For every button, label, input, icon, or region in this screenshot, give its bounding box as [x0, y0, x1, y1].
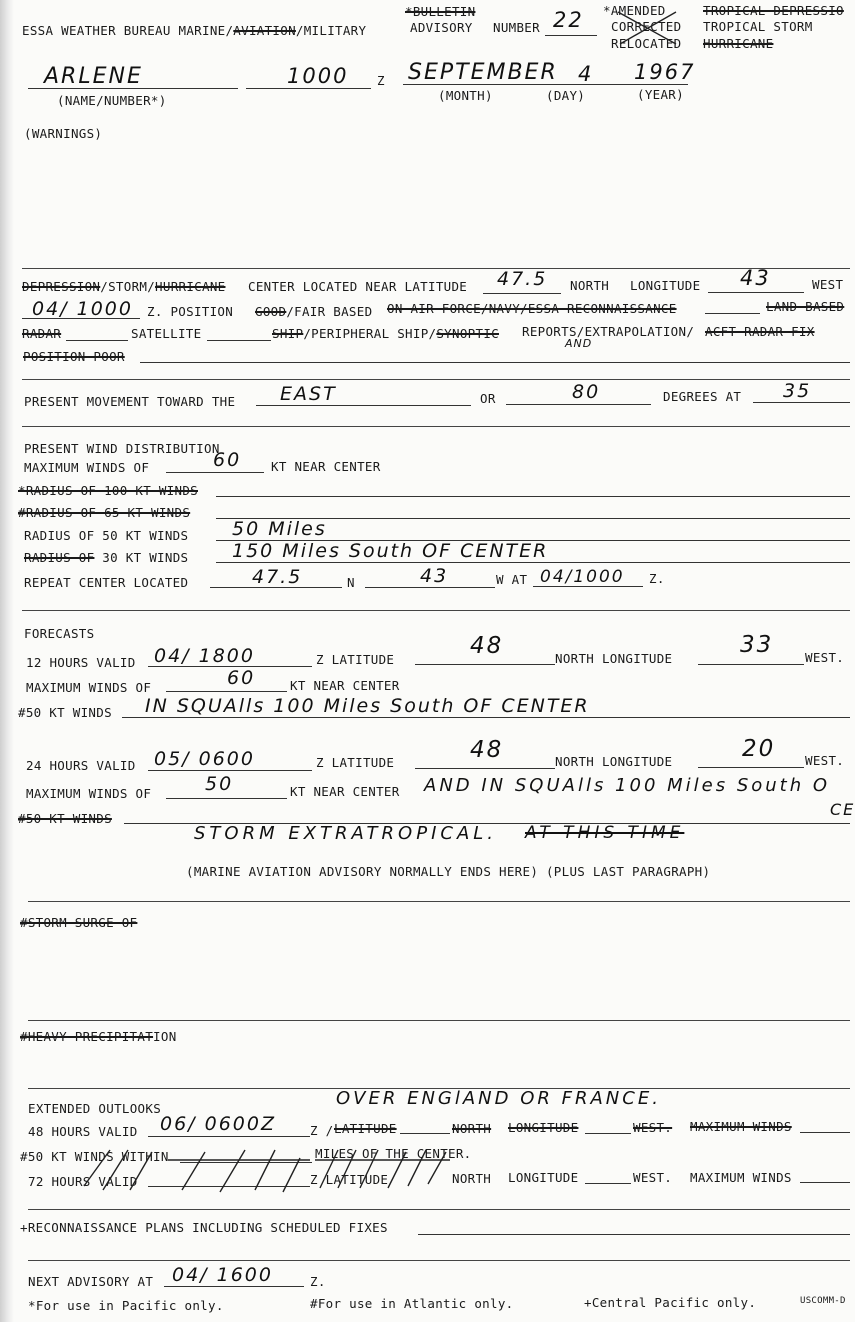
year-value: 1967	[634, 60, 696, 84]
h48-valid: 06/ 0600Z	[160, 1113, 276, 1135]
advisory-ends-label: (MARINE AVIATION ADVISORY NORMALLY ENDS HERE) (PLUS LAST PARAGRAPH)	[186, 864, 711, 879]
depression-struck: DEPRESSION	[22, 279, 101, 294]
tropical-depression-struck: TROPICAL DEPRESSIO	[703, 3, 844, 18]
movement-label: PRESENT MOVEMENT TOWARD THE	[24, 394, 236, 409]
recon-plans-label: +RECONNAISSANCE PLANS INCLUDING SCHEDULED FIXES	[20, 1220, 388, 1235]
month-label: (MONTH)	[438, 88, 493, 103]
ship-struck: SHIP	[272, 326, 304, 341]
within-label: #50 KT WINDS WITHIN	[20, 1149, 169, 1164]
amended-label: *AMENDED	[603, 3, 666, 18]
form-id: USCOMM-D	[800, 1296, 846, 1306]
h72-label: 72 HOURS VALID	[28, 1174, 138, 1189]
h48-longitude-struck: LONGITUDE	[508, 1120, 579, 1135]
separator-8	[28, 1209, 850, 1210]
bulletin-struck: *BULLETIN	[405, 4, 476, 19]
h12-longitude: 33	[740, 632, 774, 658]
miles-of-center-label: MILES OF THE CENTER.	[315, 1146, 472, 1161]
radius-100-struck: *RADIUS OF 100 KT WINDS	[18, 483, 198, 498]
h12-z-latitude: Z LATITUDE	[316, 652, 395, 667]
z-label: Z	[377, 73, 385, 88]
movement-speed: 35	[783, 380, 812, 402]
h24-north-longitude: NORTH LONGITUDE	[555, 754, 673, 769]
h72-north: NORTH	[452, 1171, 492, 1186]
max-winds-value: 60	[213, 449, 242, 471]
or-label: OR	[480, 391, 496, 406]
h24-kt-near-center: KT NEAR CENTER	[290, 784, 400, 799]
w-at-label: W AT	[496, 572, 528, 587]
h24-near-note: AND IN SQUAlls 100 Miles South O	[424, 775, 831, 796]
military-label: /MILITARY	[295, 23, 367, 38]
advisory-number: 22	[553, 8, 584, 32]
satellite-label: SATELLITE	[131, 326, 202, 341]
repeat-latitude: 47.5	[252, 566, 303, 588]
h48-west-struck: WEST.	[633, 1120, 673, 1135]
footer-atlantic: #For use in Atlantic only.	[310, 1296, 514, 1311]
max-winds-label: MAXIMUM WINDS OF	[24, 460, 150, 475]
name-number-label: (NAME/NUMBER*)	[57, 93, 167, 108]
h12-valid: 04/ 1800	[154, 645, 255, 667]
storm-label: /STORM/	[100, 279, 156, 294]
radar-struck: RADAR	[22, 326, 62, 341]
radius-30-value: 150 Miles South OF CENTER	[232, 540, 549, 562]
year-label: (YEAR)	[637, 87, 684, 102]
h12-north-longitude: NORTH LONGITUDE	[555, 651, 673, 666]
radius-of-struck: RADIUS OF	[24, 550, 95, 565]
h72-z-latitude: Z LATITUDE	[310, 1172, 389, 1187]
position-poor-struck: POSITION POOR	[23, 349, 125, 364]
amended-x-mark	[618, 12, 676, 44]
h48-max-winds-struck: MAXIMUM WINDS	[690, 1119, 792, 1134]
recon-plans-line	[418, 1234, 850, 1235]
radius-50-value: 50 Miles	[232, 518, 327, 540]
aviation-struck: AVIATION	[233, 23, 296, 38]
longitude-label: LONGITUDE	[630, 278, 701, 293]
bureau-label: ESSA WEATHER BUREAU MARINE/	[22, 23, 234, 38]
radius-50-label: RADIUS OF 50 KT WINDS	[24, 528, 189, 543]
next-advisory-label: NEXT ADVISORY AT	[28, 1274, 154, 1289]
h48-north-struck: NORTH	[452, 1121, 492, 1136]
separator-9	[28, 1260, 850, 1261]
h48-z: Z /	[310, 1123, 334, 1138]
warnings-label: (WARNINGS)	[24, 126, 103, 141]
h24-valid: 05/ 0600	[154, 748, 255, 770]
h24-max-label: MAXIMUM WINDS OF	[26, 786, 152, 801]
number-label: NUMBER	[493, 20, 540, 35]
outlook-over-note: OVER ENGlAND OR FRANCE.	[336, 1088, 661, 1109]
h12-max-label: MAXIMUM WINDS OF	[26, 680, 152, 695]
storm-surge-struck: #STORM SURGE OF	[20, 915, 138, 930]
kt-near-center-label: KT NEAR CENTER	[271, 459, 381, 474]
h24-z-latitude: Z LATITUDE	[316, 755, 395, 770]
repeat-time: 04/1000	[540, 567, 625, 587]
movement-direction: EAST	[280, 383, 337, 405]
h12-kt50-value: IN SQUAlls 100 Miles South OF CENTER	[145, 695, 590, 717]
center-latitude: 47.5	[497, 268, 548, 290]
h24-near-note-2: CE	[830, 800, 855, 819]
peripheral-label: /PERIPHERAL SHIP/	[303, 326, 437, 341]
fair-based-label: /FAIR BASED	[286, 304, 373, 319]
recon-struck: ON AIR FORCE/NAVY/ESSA RECONNAISSANCE	[387, 301, 677, 316]
radius-30-kt: 30 KT WINDS	[94, 550, 189, 565]
repeat-center-label: REPEAT CENTER LOCATED	[24, 575, 189, 590]
footer-central-pacific: +Central Pacific only.	[584, 1295, 757, 1310]
next-advisory-z: Z.	[310, 1274, 326, 1289]
repeat-z-label: Z.	[649, 571, 665, 586]
hurricane-struck-2: HURRICANE	[155, 279, 226, 294]
storm-name: ARLENE	[44, 64, 143, 89]
h48-label: 48 HOURS VALID	[28, 1124, 138, 1139]
outlooks-label: EXTENDED OUTLOOKS	[28, 1101, 162, 1116]
center-located-label: CENTER LOCATED NEAR LATITUDE	[248, 279, 468, 294]
h12-max-value: 60	[227, 667, 256, 689]
position-label: Z. POSITION	[147, 304, 234, 319]
next-advisory-line	[164, 1286, 304, 1287]
center-longitude: 43	[740, 266, 771, 290]
advisory-label: ADVISORY	[410, 20, 473, 35]
synoptic-struck: SYNOPTIC	[436, 326, 499, 341]
relocated-label: RELOCATED	[611, 36, 682, 51]
repeat-longitude: 43	[420, 565, 449, 587]
h72-longitude: LONGITUDE	[508, 1170, 579, 1185]
h12-west: WEST.	[805, 650, 845, 665]
wind-distribution-label: PRESENT WIND DISTRIBUTION	[24, 441, 220, 456]
h48-latitude-struck: LATITUDE	[334, 1121, 397, 1136]
tropical-storm-label: TROPICAL STORM	[703, 19, 813, 34]
forecasts-label: FORECASTS	[24, 626, 95, 641]
h72-west: WEST.	[633, 1170, 673, 1185]
h12-label: 12 HOURS VALID	[26, 655, 136, 670]
degrees-at-label: DEGREES AT	[663, 389, 742, 404]
time-value: 1000	[287, 64, 349, 88]
extratropical-note: STORM EXTRATROPICAL.	[194, 823, 498, 844]
reports-label: REPORTS/EXTRAPOLATION/	[522, 324, 695, 339]
heavy-precip-struck: #HEAVY PRECIPITAT	[20, 1029, 154, 1044]
n-label: N	[347, 575, 355, 590]
at-this-time-struck: AT THIS TIME	[525, 823, 685, 843]
h24-max-value: 50	[205, 773, 234, 795]
heavy-precip-rest: ION	[153, 1029, 177, 1044]
month-value: SEPTEMBER	[408, 60, 558, 85]
center-time: 04/ 1000	[32, 298, 133, 320]
next-advisory-value: 04/ 1600	[172, 1264, 273, 1286]
h12-kt-near-center: KT NEAR CENTER	[290, 678, 400, 693]
h72-max-winds: MAXIMUM WINDS	[690, 1170, 792, 1185]
day-value: 4	[578, 62, 594, 86]
h12-kt50-label: #50 KT WINDS	[18, 705, 112, 720]
land-based-struck: LAND BASED	[766, 299, 845, 314]
and-note: AND	[565, 337, 593, 350]
hurricane-struck: HURRICANE	[703, 36, 774, 51]
h24-kt50-struck: #50 KT WINDS	[18, 811, 112, 826]
h12-latitude: 48	[470, 633, 504, 659]
north-label: NORTH	[570, 278, 610, 293]
footer-pacific: *For use in Pacific only.	[28, 1298, 224, 1313]
h24-label: 24 HOURS VALID	[26, 758, 136, 773]
h24-west: WEST.	[805, 753, 845, 768]
day-label: (DAY)	[546, 88, 586, 103]
h24-latitude: 48	[470, 737, 504, 763]
west-label: WEST	[812, 277, 844, 292]
cancel-strokes	[84, 1150, 446, 1192]
good-struck: GOOD	[255, 304, 287, 319]
acft-radar-struck: ACFT RADAR FIX	[705, 324, 815, 339]
h24-longitude: 20	[742, 736, 776, 762]
radius-65-struck: #RADIUS OF 65 KT WINDS	[18, 505, 191, 520]
movement-degrees: 80	[572, 381, 601, 403]
corrected-label: CORRECTED	[611, 19, 682, 34]
